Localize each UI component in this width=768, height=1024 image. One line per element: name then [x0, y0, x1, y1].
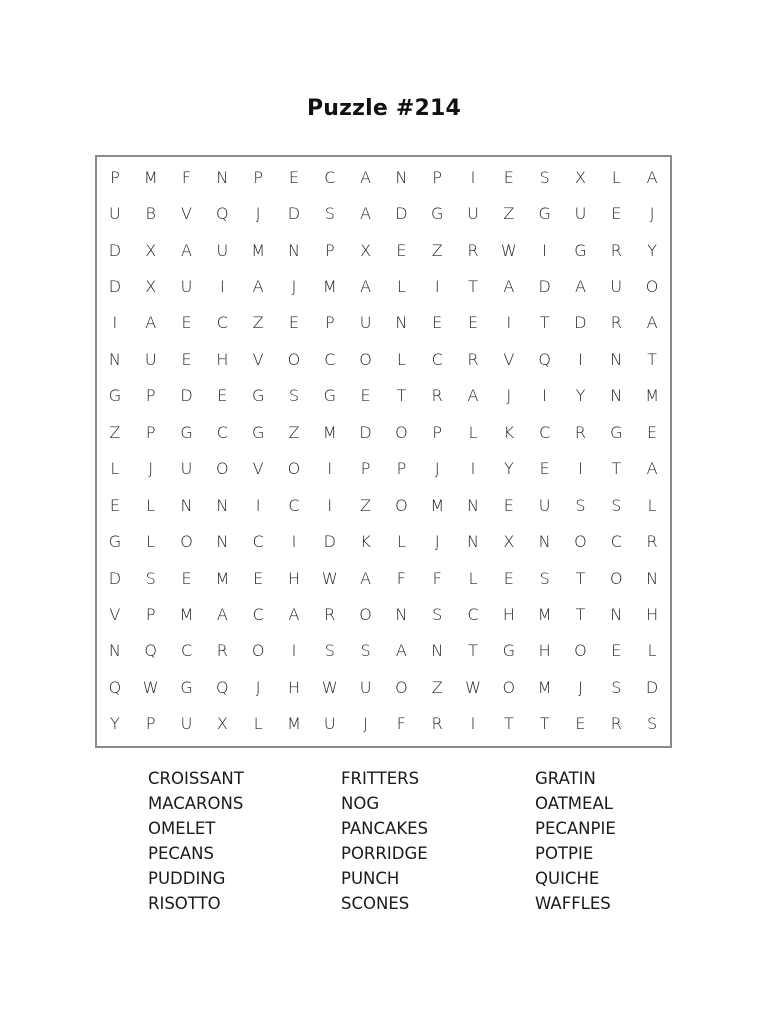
grid-cell[interactable]: J — [434, 459, 440, 479]
grid-cell[interactable]: E — [109, 495, 120, 515]
word-list — [148, 766, 708, 916]
grid-cell[interactable]: C — [288, 495, 300, 515]
grid-cell[interactable]: C — [252, 604, 264, 624]
grid-cell[interactable]: U — [538, 495, 551, 515]
grid-cell[interactable]: V — [252, 349, 264, 369]
grid-cell[interactable]: A — [252, 277, 264, 297]
grid-cell[interactable]: D — [323, 532, 336, 552]
grid-cell[interactable]: M — [645, 386, 659, 406]
grid-cell[interactable]: Z — [288, 422, 300, 442]
grid-cell[interactable]: A — [145, 313, 157, 333]
grid-cell[interactable]: E — [360, 386, 371, 406]
grid-cell[interactable]: I — [506, 313, 512, 333]
grid-cell[interactable]: E — [181, 313, 192, 333]
grid-cell[interactable]: D — [108, 277, 122, 297]
grid-cell[interactable]: Y — [575, 386, 586, 406]
grid-cell[interactable]: I — [291, 532, 297, 552]
grid-cell[interactable]: N — [216, 167, 229, 187]
grid-cell[interactable]: D — [645, 677, 659, 697]
grid-cell[interactable]: O — [180, 532, 193, 552]
grid-cell[interactable]: Q — [144, 641, 158, 661]
grid-cell[interactable]: N — [467, 532, 480, 552]
word-list-item: SCONES — [341, 894, 410, 913]
grid-cell[interactable]: H — [538, 641, 551, 661]
grid-cell[interactable]: O — [645, 277, 659, 297]
grid-cell[interactable]: O — [216, 459, 229, 479]
word-list-item: MACARONS — [148, 794, 244, 813]
grid-cell[interactable]: J — [291, 277, 297, 297]
grid-cell[interactable]: T — [396, 386, 407, 406]
grid-cell[interactable]: N — [395, 167, 408, 187]
grid-cell[interactable]: J — [506, 386, 512, 406]
word-list-item: PANCAKES — [341, 819, 429, 838]
grid-cell[interactable]: T — [611, 459, 622, 479]
grid-cell[interactable]: X — [145, 240, 157, 260]
grid-cell[interactable]: T — [647, 349, 657, 369]
grid-cell[interactable]: G — [108, 386, 122, 406]
grid-cell[interactable]: E — [611, 204, 622, 224]
grid-cell[interactable]: M — [179, 604, 194, 624]
grid-cell[interactable]: E — [575, 714, 586, 734]
grid-cell[interactable]: C — [467, 604, 479, 624]
grid-cell[interactable]: D — [574, 313, 587, 333]
grid-cell[interactable]: D — [395, 204, 408, 224]
grid-cell[interactable]: U — [359, 313, 372, 333]
grid-cell[interactable]: A — [467, 386, 479, 406]
grid-cell[interactable]: M — [537, 677, 552, 697]
grid-cell[interactable]: J — [363, 714, 368, 734]
grid-cell[interactable]: Y — [647, 240, 657, 260]
puzzle-title: Puzzle #214 — [306, 96, 462, 121]
grid-cell[interactable]: N — [108, 641, 121, 661]
word-list-item: PORRIDGE — [341, 844, 428, 863]
grid-cell[interactable]: D — [287, 204, 301, 224]
grid-cell[interactable]: G — [323, 386, 336, 406]
grid-cell[interactable]: U — [359, 677, 372, 697]
grid-cell[interactable]: A — [216, 604, 228, 624]
grid-cell[interactable]: X — [216, 714, 228, 734]
grid-cell[interactable]: M — [537, 604, 552, 624]
grid-cell[interactable]: W — [142, 677, 159, 697]
grid-cell[interactable]: O — [395, 677, 408, 697]
grid-cell[interactable]: T — [539, 313, 550, 333]
grid-cell[interactable]: J — [148, 459, 154, 479]
grid-cell[interactable]: S — [539, 167, 550, 187]
grid-cell[interactable]: L — [146, 495, 156, 515]
grid-cell[interactable]: S — [611, 677, 622, 697]
grid-cell[interactable]: I — [578, 349, 583, 369]
grid-cell[interactable]: H — [502, 604, 515, 624]
grid-cell[interactable]: N — [395, 604, 408, 624]
grid-cell[interactable]: S — [647, 714, 658, 734]
grid-cell[interactable]: R — [574, 422, 587, 442]
grid-cell[interactable]: T — [468, 641, 478, 661]
grid-cell[interactable]: E — [503, 167, 514, 187]
grid-cell[interactable]: S — [360, 641, 371, 661]
grid-cell[interactable]: G — [180, 677, 193, 697]
grid-cell[interactable]: O — [395, 495, 408, 515]
grid-cell[interactable]: Q — [538, 349, 551, 369]
grid-cell[interactable]: Z — [503, 204, 515, 224]
grid-cell[interactable]: U — [574, 204, 587, 224]
word-list-item: RISOTTO — [148, 894, 221, 913]
grid-cell[interactable]: Q — [216, 677, 229, 697]
grid-cell[interactable]: L — [468, 422, 478, 442]
grid-cell[interactable]: A — [360, 277, 372, 297]
grid-cell[interactable]: P — [145, 604, 156, 624]
grid-cell[interactable]: M — [215, 568, 230, 588]
grid-cell[interactable]: A — [574, 277, 586, 297]
grid-cell[interactable]: T — [575, 604, 586, 624]
grid-cell[interactable]: A — [395, 641, 407, 661]
grid-cell[interactable]: L — [396, 532, 406, 552]
grid-cell[interactable]: I — [542, 240, 548, 260]
grid-cell[interactable]: A — [360, 568, 372, 588]
grid-cell[interactable]: E — [647, 422, 658, 442]
grid-cell[interactable]: E — [217, 386, 228, 406]
grid-cell[interactable]: V — [503, 349, 515, 369]
grid-cell[interactable]: R — [610, 313, 622, 333]
grid-cell[interactable]: I — [470, 459, 476, 479]
grid-cell[interactable]: G — [251, 386, 265, 406]
word-list-item: NOG — [341, 794, 380, 813]
grid-cell[interactable]: J — [255, 204, 261, 224]
grid-cell[interactable]: E — [396, 240, 407, 260]
grid-cell[interactable]: S — [288, 386, 300, 406]
grid-cell[interactable]: X — [503, 532, 515, 552]
grid-cell[interactable]: M — [251, 240, 266, 260]
grid-cell[interactable]: A — [646, 167, 658, 187]
grid-cell[interactable]: H — [216, 349, 229, 369]
grid-cell[interactable]: G — [610, 422, 623, 442]
grid-cell[interactable]: G — [502, 641, 516, 661]
grid-cell[interactable]: I — [219, 277, 225, 297]
grid-cell[interactable]: L — [396, 349, 406, 369]
grid-cell[interactable]: C — [539, 422, 551, 442]
grid-cell[interactable]: L — [146, 532, 156, 552]
grid-cell[interactable]: I — [327, 459, 333, 479]
grid-cell[interactable]: I — [434, 277, 440, 297]
word-list-item: FRITTERS — [341, 769, 420, 788]
grid-cell[interactable]: D — [538, 277, 551, 297]
grid-cell[interactable]: P — [432, 167, 443, 187]
grid-cell[interactable]: O — [287, 349, 301, 369]
grid-cell[interactable]: L — [110, 459, 120, 479]
grid-cell[interactable]: R — [610, 240, 622, 260]
grid-cell[interactable]: M — [287, 714, 301, 734]
grid-cell[interactable]: E — [611, 641, 622, 661]
grid-cell[interactable]: L — [611, 167, 621, 187]
grid-cell[interactable]: Z — [109, 422, 121, 442]
grid-cell[interactable]: E — [181, 568, 192, 588]
word-list-item: OMELET — [148, 819, 216, 838]
letter-grid[interactable] — [95, 155, 672, 748]
grid-cell[interactable]: O — [395, 422, 408, 442]
grid-cell[interactable]: G — [108, 532, 122, 552]
grid-cell[interactable]: G — [180, 422, 193, 442]
grid-cell[interactable]: O — [502, 677, 516, 697]
grid-cell[interactable]: B — [145, 204, 156, 224]
grid-cell[interactable]: J — [649, 204, 655, 224]
grid-cell[interactable]: X — [574, 167, 586, 187]
grid-cell[interactable]: T — [539, 714, 550, 734]
word-list-item: WAFFLES — [535, 894, 611, 913]
grid-cell[interactable]: W — [500, 240, 517, 260]
grid-cell[interactable]: V — [109, 604, 121, 624]
grid-cell[interactable]: U — [144, 349, 157, 369]
grid-cell[interactable]: U — [216, 240, 229, 260]
grid-cell[interactable]: H — [287, 568, 300, 588]
grid-cell[interactable]: W — [465, 677, 481, 697]
grid-cell[interactable]: P — [396, 459, 407, 479]
grid-cell[interactable]: I — [291, 641, 297, 661]
grid-cell[interactable]: T — [503, 714, 514, 734]
grid-cell[interactable]: E — [432, 313, 443, 333]
grid-cell[interactable]: N — [431, 641, 444, 661]
grid-cell[interactable]: O — [359, 349, 372, 369]
grid-cell[interactable]: P — [324, 240, 335, 260]
grid-cell[interactable]: R — [431, 386, 443, 406]
grid-cell[interactable]: Y — [110, 714, 120, 734]
grid-cell[interactable]: M — [322, 422, 337, 442]
grid-cell[interactable]: A — [181, 240, 192, 260]
grid-cell[interactable]: F — [396, 568, 406, 588]
grid-cell[interactable]: Q — [108, 677, 122, 697]
grid-cell[interactable]: U — [109, 204, 121, 224]
grid-cell[interactable]: Z — [431, 677, 443, 697]
grid-cell[interactable]: I — [255, 495, 261, 515]
grid-cell[interactable]: O — [574, 641, 587, 661]
grid-cell[interactable]: S — [324, 641, 335, 661]
grid-cell[interactable]: U — [323, 714, 336, 734]
word-list-item: PECANPIE — [535, 819, 616, 838]
grid-cell[interactable]: I — [542, 386, 548, 406]
grid-cell[interactable]: X — [145, 277, 157, 297]
grid-cell[interactable]: G — [574, 240, 587, 260]
grid-cell[interactable]: N — [216, 532, 229, 552]
grid-cell[interactable]: C — [216, 422, 228, 442]
grid-cell[interactable]: F — [181, 167, 192, 187]
grid-cell[interactable]: M — [322, 277, 337, 297]
grid-cell[interactable]: L — [647, 641, 657, 661]
grid-cell[interactable]: I — [470, 714, 476, 734]
grid-cell[interactable]: E — [181, 349, 192, 369]
word-list-item: PECANS — [148, 844, 214, 863]
grid-cell[interactable]: X — [360, 240, 372, 260]
grid-cell[interactable]: J — [434, 532, 440, 552]
grid-cell[interactable]: P — [432, 422, 443, 442]
grid-cell[interactable]: W — [321, 677, 338, 697]
grid-cell[interactable]: Z — [431, 240, 443, 260]
grid-cell[interactable]: C — [431, 349, 443, 369]
grid-cell[interactable]: C — [252, 532, 264, 552]
grid-cell[interactable]: D — [108, 568, 122, 588]
word-list-item: GRATIN — [535, 769, 596, 788]
grid-cell[interactable]: U — [467, 204, 479, 224]
grid-cell[interactable]: N — [395, 313, 408, 333]
grid-cell[interactable]: J — [255, 677, 261, 697]
grid-cell[interactable]: A — [360, 204, 372, 224]
grid-cell[interactable]: H — [646, 604, 659, 624]
grid-cell[interactable]: P — [145, 714, 156, 734]
grid-cell[interactable]: N — [610, 349, 623, 369]
grid-cell[interactable]: N — [216, 495, 229, 515]
grid-cell[interactable]: A — [288, 604, 300, 624]
word-list-item: POTPIE — [535, 844, 594, 863]
grid-cell[interactable]: D — [359, 422, 372, 442]
grid-cell[interactable]: V — [181, 204, 192, 224]
grid-cell[interactable]: A — [503, 277, 515, 297]
grid-cell[interactable]: O — [251, 641, 265, 661]
grid-cell[interactable]: D — [180, 386, 193, 406]
grid-cell[interactable]: W — [321, 568, 338, 588]
grid-cell[interactable]: A — [360, 167, 372, 187]
word-list-item: OATMEAL — [535, 794, 613, 813]
grid-cell[interactable]: E — [467, 313, 479, 333]
grid-cell[interactable]: P — [360, 459, 371, 479]
grid-cell[interactable]: I — [327, 495, 333, 515]
grid-cell[interactable]: F — [396, 714, 406, 734]
grid-cell[interactable]: O — [609, 568, 623, 588]
grid-cell[interactable]: Z — [360, 495, 372, 515]
grid-cell[interactable]: T — [468, 277, 478, 297]
word-list-item: PUNCH — [341, 869, 400, 888]
grid-cell[interactable]: N — [538, 532, 551, 552]
grid-cell[interactable]: R — [324, 604, 336, 624]
grid-cell[interactable]: H — [287, 677, 300, 697]
grid-cell[interactable]: F — [432, 568, 442, 588]
grid-cell[interactable]: S — [324, 204, 335, 224]
grid-cell[interactable]: V — [252, 459, 264, 479]
grid-cell[interactable]: S — [432, 604, 443, 624]
grid-cell[interactable]: K — [360, 532, 371, 552]
grid-cell[interactable]: N — [180, 495, 193, 515]
word-list-item: CROISSANT — [148, 769, 244, 788]
grid-cell[interactable]: I — [470, 167, 476, 187]
grid-cell[interactable]: Z — [252, 313, 264, 333]
grid-cell[interactable]: N — [287, 240, 300, 260]
grid-cell[interactable]: U — [610, 277, 623, 297]
grid-cell[interactable]: S — [575, 495, 586, 515]
grid-cell[interactable]: D — [108, 240, 122, 260]
grid-cell[interactable]: S — [539, 568, 550, 588]
grid-cell[interactable]: E — [288, 313, 300, 333]
grid-cell[interactable]: O — [359, 604, 372, 624]
grid-cell[interactable]: P — [110, 167, 120, 187]
grid-cell[interactable]: C — [324, 167, 336, 187]
grid-cell[interactable]: M — [143, 167, 158, 187]
grid-cell[interactable]: I — [112, 313, 118, 333]
grid-cell[interactable]: L — [468, 568, 478, 588]
grid-cell[interactable]: A — [646, 313, 658, 333]
grid-cell[interactable]: E — [503, 495, 514, 515]
grid-cell[interactable]: N — [467, 495, 480, 515]
grid-cell[interactable]: P — [253, 167, 263, 187]
grid-cell[interactable]: E — [539, 459, 550, 479]
grid-cell[interactable]: R — [467, 240, 479, 260]
grid-cell[interactable]: G — [251, 422, 265, 442]
grid-cell[interactable]: E — [253, 568, 264, 588]
grid-cell[interactable]: U — [180, 714, 193, 734]
grid-cell[interactable]: K — [503, 422, 515, 442]
grid-cell[interactable]: P — [145, 422, 156, 442]
grid-cell[interactable]: L — [647, 495, 657, 515]
grid-cell[interactable]: J — [578, 677, 583, 697]
grid-cell[interactable]: Q — [216, 204, 229, 224]
grid-cell[interactable]: U — [180, 459, 193, 479]
grid-cell[interactable]: L — [253, 714, 263, 734]
grid-cell[interactable]: S — [145, 568, 156, 588]
grid-cell[interactable]: O — [574, 532, 587, 552]
grid-cell[interactable]: N — [610, 604, 623, 624]
grid-cell[interactable]: Y — [503, 459, 514, 479]
grid-cell[interactable]: C — [216, 313, 228, 333]
grid-cell[interactable]: C — [180, 641, 193, 661]
grid-cell[interactable]: N — [610, 386, 623, 406]
grid-cell[interactable]: G — [538, 204, 551, 224]
grid-cell[interactable]: C — [324, 349, 336, 369]
grid-cell[interactable]: M — [430, 495, 445, 515]
word-list-item: PUDDING — [148, 869, 226, 888]
word-list-item: QUICHE — [535, 869, 600, 888]
grid-cell[interactable]: R — [610, 714, 622, 734]
grid-cell[interactable]: T — [575, 568, 586, 588]
grid-cell[interactable]: O — [287, 459, 301, 479]
grid-cell[interactable]: I — [578, 459, 583, 479]
grid-cell[interactable]: U — [180, 277, 193, 297]
grid-cell[interactable]: S — [611, 495, 622, 515]
grid-cell[interactable]: N — [108, 349, 121, 369]
grid-cell[interactable]: R — [646, 532, 658, 552]
grid-cell[interactable]: P — [145, 386, 156, 406]
grid-cell[interactable]: E — [503, 568, 514, 588]
grid-cell[interactable]: C — [610, 532, 622, 552]
grid-cell[interactable]: R — [216, 641, 228, 661]
grid-cell[interactable]: R — [431, 714, 443, 734]
grid-cell[interactable]: E — [288, 167, 300, 187]
grid-cell[interactable]: P — [324, 313, 335, 333]
grid-cell[interactable]: A — [646, 459, 658, 479]
grid-cell[interactable]: N — [646, 568, 659, 588]
grid-cell[interactable]: L — [396, 277, 406, 297]
grid-cell[interactable]: R — [467, 349, 479, 369]
grid-cell[interactable]: G — [431, 204, 444, 224]
